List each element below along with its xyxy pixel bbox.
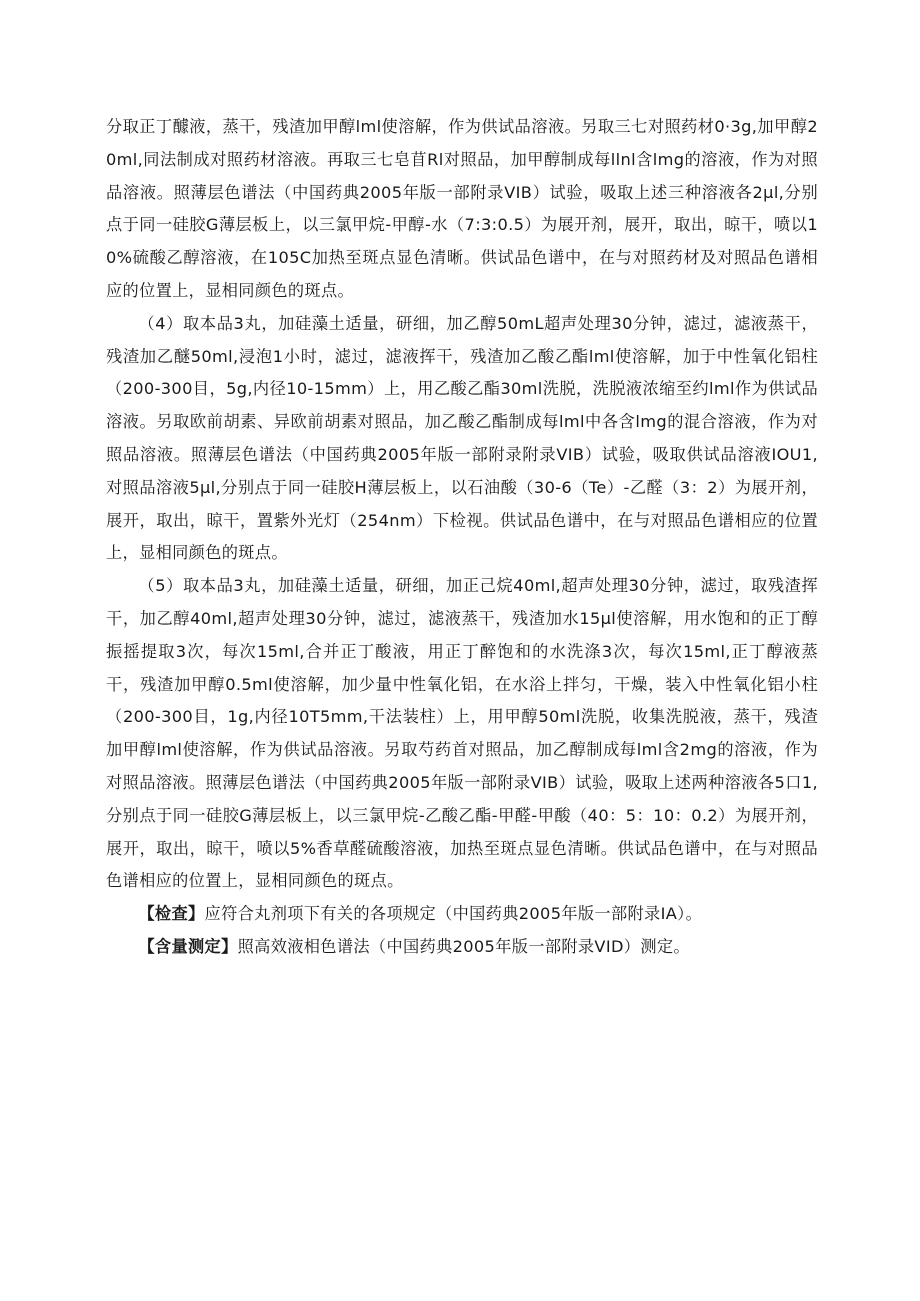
assay-section	[106, 931, 818, 964]
assay-heading: 【含量测定】	[138, 936, 238, 956]
paragraph-tlc-identification-5: （5）取本品3丸，加硅藻土适量，研细，加正己烷40ml,超声处理30分钟，滤过，取残渣挥干，加乙醇40ml,超声处理30分钟，滤过，滤液蒸干，残渣加水15μl使溶解，用水饱和的正丁醇振摇提取3次，每次15ml,合并正丁酸液，用正丁醉饱和的水洗涤3次，每次15ml,正丁醇液蒸干，残渣加甲醇0.5ml使溶解，加少量中性氧化铝，在水浴上拌匀，干燥，装入中性氧化铝小柱（200-300目，1g,内径10T5mm,干法装柱）上，用甲醇50ml洗脱，收集洗脱液，蒸干，残渣加甲醇lml使溶解，作为供试品溶液。另取芍药首对照品，加乙醇制成每lml含2mg的溶液，作为对照品溶液。照薄层色谱法（中国药典2005年版一部附录VIB）试验，吸取上述两种溶液各5口1,分别点于同一硅胶G薄层板上，以三氯甲烷-乙酸乙酯-甲醛-甲酸（40：5：10：0.2）为展开剂，展开，取出，晾干，喷以5%香草醛硫酸溶液，加热至斑点显色清晰。供试品色谱中，在与对照品色谱相应的位置上，显相同颜色的斑点。	[106, 576, 818, 891]
check-heading: 【检查】	[138, 904, 205, 924]
check-section	[106, 898, 818, 931]
assay-text: 照高效液相色谱法（中国药典2005年版一部附录VID）测定。	[237, 936, 690, 956]
check-text: 应符合丸剂项下有关的各项规定（中国药典2005年版一部附录IA）。	[204, 904, 703, 924]
paragraph-tlc-identification-3-continued: 分取正丁醵液，蒸干，残渣加甲醇lml使溶解，作为供试品溶液。另取三七对照药材0·3g,加甲醇20ml,同法制成对照药材溶液。再取三七皂苜Rl对照品，加甲醇制成每llnl含lmg的溶液，作为对照品溶液。照薄层色谱法（中国药典2005年版一部附录VIB）试验，吸取上述三种溶液各2μl,分别点于同一硅胶G薄层板上，以三氯甲烷-甲醇-水（7:3:0.5）为展开剂，展开，取出，晾干，喷以10%硫酸乙醇溶液，在105C加热至斑点显色清晰。供试品色谱中，在与对照药材及对照品色谱相应的位置上，显相同颜色的斑点。	[106, 117, 818, 300]
document-page	[106, 111, 818, 964]
paragraph-tlc-identification-4: （4）取本品3丸，加硅藻土适量，研细，加乙醇50mL超声处理30分钟，滤过，滤液蒸干，残渣加乙醚50ml,浸泡1小时，滤过，滤液挥干，残渣加乙酸乙酯lml使溶解，加于中性氧化铝柱（200-300目，5g,内径10-15mm）上，用乙酸乙酯30ml洗脱，洗脱液浓缩至约lml作为供试品溶液。另取欧前胡素、异欧前胡素对照品，加乙酸乙酯制成每lml中各含lmg的混合溶液，作为对照品溶液。照薄层色谱法（中国药典2005年版一部附录附录VIB）试验，吸取供试品溶液IOU1,对照品溶液5μl,分别点于同一硅胶H薄层板上，以石油酸（30-6（Te）-乙醛（3：2）为展开剂，展开，取出，晾干，置紫外光灯（254nm）下检视。供试品色谱中，在与对照品色谱相应的位置上，显相同颜色的斑点。	[106, 313, 818, 563]
